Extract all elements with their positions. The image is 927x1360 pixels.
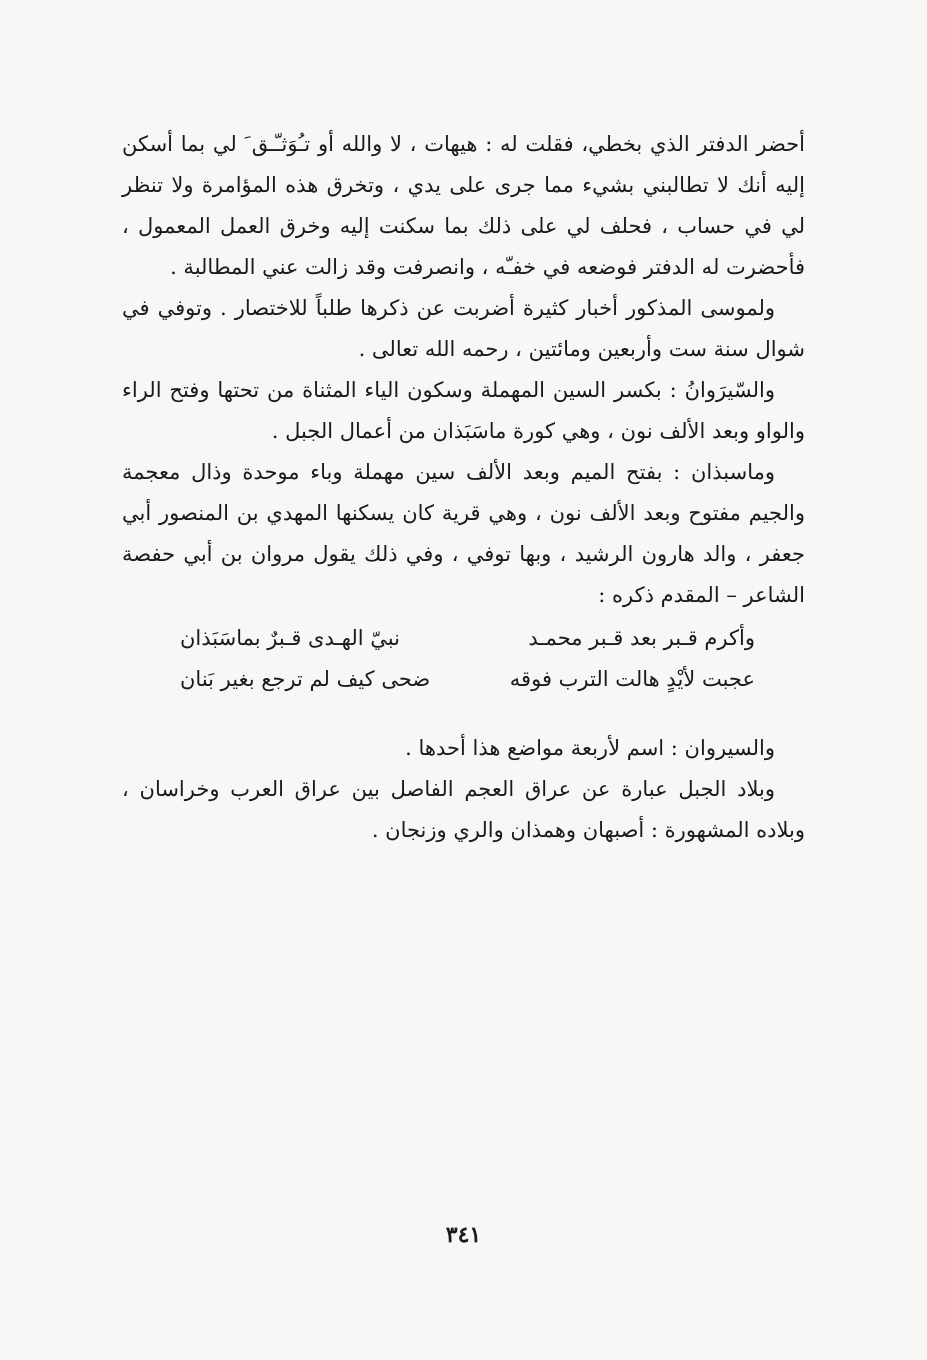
paragraph-2: ولموسى المذكور أخبار كثيرة أضربت عن ذكرها طلباً للاختصار . وتوفي في شوال سنة ست وأربعين ومائتين ، رحمه الله تعالى .	[122, 296, 805, 361]
verse-2	[180, 659, 755, 700]
paragraph-6: وبلاد الجبل عبارة عن عراق العجم الفاصل بين عراق العرب وخراسان ، وبلاده المشهورة : أصبهان وهمذان والري وزنجان .	[122, 777, 805, 842]
poem	[180, 618, 755, 700]
paragraph-3: والسّيرَوانُ : بكسر السين المهملة وسكون الياء المثناة من تحتها وفتح الراء والواو وبعد الألف نون ، وهي كورة ماسَبَذان من أعمال الجبل .	[122, 378, 805, 443]
page-number: ٣٤١	[445, 1222, 482, 1248]
paragraph-1: أحضر الدفتر الذي بخطي، فقلت له : هيهات ، لا والله أو تـُوَثـّـق َ لي بما أسكن إليه أنك لا تطالبني بشيء مما جرى على يدي ، وتخرق هذه المؤامرة ولا تنظر لي في حساب ، فحلف لي على ذلك بما سكنت إليه وخرق العمل المعمول ، فأحضرت له الدفتر فوضعه في خفـّه ، وانصرفت وقد زالت عني المطالبة .	[122, 132, 805, 279]
verse-2-second-hemistich: ضحى كيف لم ترجع بغير بَنان	[180, 667, 431, 691]
verse-1-first-hemistich: وأكرم قـبر بعد قـبر محمـد	[528, 626, 755, 650]
verse-1	[180, 618, 755, 659]
verse-2-first-hemistich: عجبت لأيْدٍ هالت الترب فوقه	[509, 667, 755, 691]
verse-1-second-hemistich: نبيّ الهـدى قـبرٌ بماسَبَذان	[180, 626, 400, 650]
paragraph-5: والسيروان : اسم لأربعة مواضع هذا أحدها .	[405, 736, 775, 760]
paragraph-4: وماسبذان : بفتح الميم وبعد الألف سين مهملة وباء موحدة وذال معجمة والجيم مفتوح وبعد الألف نون ، وهي قرية كان يسكنها المهدي بن المنصور أبي جعفر ، والد هارون الرشيد ، وبها توفي ، وفي ذلك يقول مروان بن أبي حفصة الشاعر – المقدم ذكره :	[122, 460, 805, 607]
closing-text	[122, 728, 805, 851]
main-text	[122, 124, 805, 616]
